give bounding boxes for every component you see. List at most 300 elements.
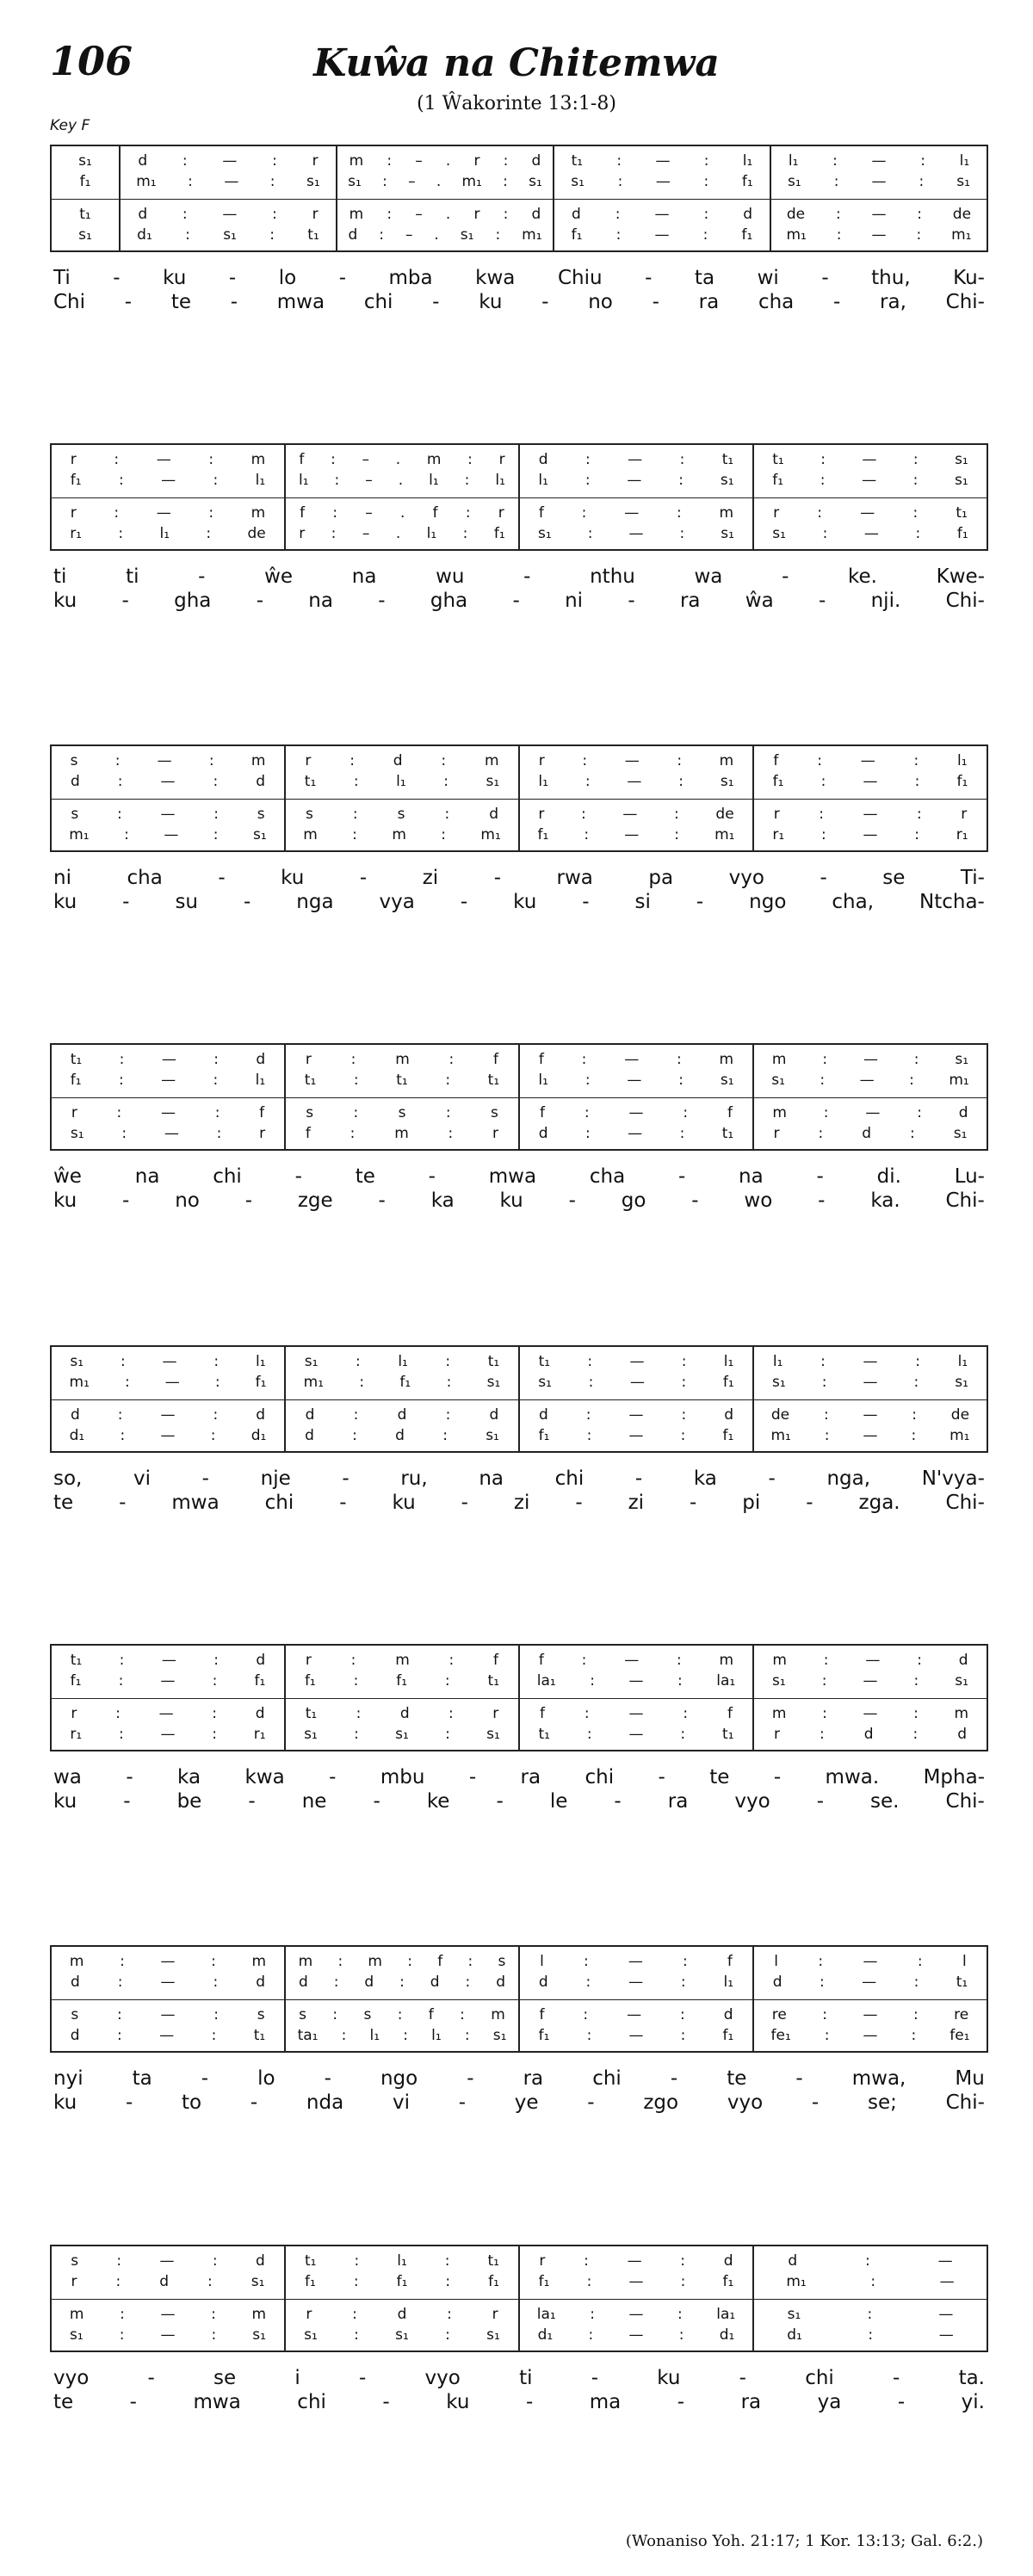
solfa-note: d [256,1051,266,1068]
beat-separator: : [120,1353,126,1370]
syllable-hyphen: - [329,1766,337,1788]
solfa-note: f₁ [538,2273,550,2290]
solfa-note: d [863,1726,874,1743]
solfa-note: – [362,525,370,542]
voice-line [52,172,119,191]
solfa-note: f₁ [70,1672,82,1690]
solfa-note: — [159,2252,175,2270]
beat-separator: : [407,1953,412,1970]
beat-separator: : [867,2306,873,2323]
voice-line [52,1103,284,1122]
beat-separator: : [822,1051,828,1068]
solfa-note: — [863,1953,878,1970]
solfa-note: t₁ [487,2252,499,2270]
beat-separator: : [272,206,277,223]
lyric-syllable: go [621,1189,646,1212]
beat-separator: : [444,2252,450,2270]
solfa-note: s₁ [955,1051,969,1068]
beat-separator: : [822,2006,828,2023]
solfa-note: r [71,1104,77,1121]
beat-separator: : [615,206,621,223]
lyric-syllable: Chi- [945,2091,985,2114]
solfa-note: de [715,806,734,823]
beat-separator: : [586,2273,592,2290]
solfa-note: d [430,1974,440,1991]
solfa-note: t₁ [305,1705,318,1722]
solfa-note: m₁ [770,1427,791,1444]
voice-line [286,1651,518,1670]
beat-separator: : [445,1353,451,1370]
solfa-note: f₁ [396,1672,408,1690]
solfa-note: f [539,2006,545,2023]
solfa-note: s₁ [486,1427,499,1444]
beat-separator: : [118,525,124,542]
solfa-note: t₁ [956,1974,968,1991]
lyric-syllable: gha [174,590,212,612]
solfa-note: — [156,504,171,522]
voice-line [52,2026,284,2045]
solfa-note: s₁ [395,1726,409,1743]
lyric-syllable: nthu [590,565,635,588]
solfa-note: m [251,451,266,468]
syllable-hyphen: - [739,2367,746,2389]
beat-separator: : [819,1726,825,1743]
beat-separator: : [445,1726,450,1743]
solfa-note: m [719,1051,734,1068]
voice-line [337,172,553,191]
voice-line [754,825,987,844]
syllable-hyphen: - [691,1189,699,1212]
lyric-syllable: ra, [880,291,906,313]
solfa-note: r [259,1125,266,1142]
solfa-note: f [538,504,544,522]
beat-separator: : [349,752,355,769]
solfa-note: m [251,504,266,522]
syllable-hyphen: - [821,267,829,289]
beat-separator: : [679,1125,685,1142]
beat-separator: : [585,472,591,489]
solfa-note: m₁ [949,1072,969,1089]
syllable-hyphen: - [342,1467,349,1490]
lyric-syllable: thu, [871,267,911,289]
lyric-syllable: ma [589,2391,622,2413]
beat-separator: : [919,173,925,190]
beat-separator: : [356,1353,361,1370]
solfa-note: s [306,806,313,823]
solfa-note: t₁ [487,1072,500,1089]
voice-line [286,1671,518,1690]
measure [52,1646,286,1750]
solfa-note: f₁ [741,226,753,244]
measure [52,445,286,549]
solfa-note: f₁ [571,226,583,244]
lyric-syllable: ra [520,1766,541,1788]
voice-line [52,225,119,244]
beat-separator: : [821,1374,827,1391]
voice-line [754,471,987,490]
voice-line [52,1426,284,1445]
solfa-note: m₁ [951,226,972,244]
measure [520,445,754,549]
measure [52,146,121,250]
voice-line [520,1704,752,1723]
solfa-note: . [445,152,451,170]
syllable-hyphen: - [122,1189,130,1212]
solfa-note: f₁ [538,1427,550,1444]
lyric-line-verse-1 [53,1467,985,1492]
measure [52,1347,286,1451]
solfa-note: r [492,1125,499,1142]
beat-separator: : [269,173,275,190]
lyric-syllable: ngo [749,891,787,913]
lyric-syllable: te [355,1165,375,1188]
voice-line [754,1725,987,1744]
beat-separator: : [214,1374,220,1391]
beat-separator: : [590,2306,595,2323]
measure [286,1347,520,1451]
solfa-note: s₁ [772,525,786,542]
syllable-hyphen: - [568,1189,576,1212]
solfa-note: r₁ [70,525,82,542]
beat-separator: : [353,1406,359,1424]
solfa-note: d [538,1125,548,1142]
solfa-note: m₁ [461,173,482,190]
beat-separator: : [676,1051,682,1068]
beat-separator: : [185,226,190,244]
solfa-note: s [398,1104,406,1121]
measure [554,146,771,250]
beat-separator: : [585,451,591,468]
voice-line [52,1124,284,1143]
solfa-note: t₁ [956,504,968,522]
beat-separator: : [116,2252,122,2270]
beat-separator: : [448,1705,454,1722]
lyric-syllable: i [294,2367,300,2389]
voice-line [52,1050,284,1069]
syllable-hyphen: - [818,1189,826,1212]
beat-separator: : [120,1953,125,1970]
beat-separator: : [354,2326,359,2344]
solfa-note: — [224,173,239,190]
beat-separator: : [331,525,337,542]
solfa-note: f [428,2006,434,2023]
syllable-hyphen: - [129,2391,137,2413]
syllable-hyphen: - [324,2067,331,2090]
solfa-note: la₁ [536,1672,556,1690]
lyric-syllable: ku [53,1189,77,1212]
solfa-note: l₁ [431,2027,442,2044]
voice-line [754,1071,987,1090]
beat-separator: : [819,806,824,823]
solfa-note: ta₁ [297,2027,319,2044]
syllable-hyphen: - [294,1165,302,1188]
lyric-syllable: ku [53,1790,77,1813]
voice-line [754,1124,987,1143]
solfa-note: d [489,806,498,823]
solfa-note: d₁ [251,1427,267,1444]
solfa-note: t₁ [538,1353,551,1370]
solfa-note: — [160,1672,176,1690]
solfa-note: l₁ [742,152,753,170]
beat-separator: : [443,773,448,790]
voice-line [286,1405,518,1424]
beat-separator: : [353,1104,359,1121]
beat-separator: : [213,1051,219,1068]
voice-line [286,2305,518,2324]
lyric-syllable: di. [876,1165,901,1188]
lyric-syllable: ke [426,1790,450,1813]
solfa-note: l₁ [398,1353,408,1370]
solfa-note: f [300,504,306,522]
solfa-note: — [164,1125,179,1142]
beat-separator: : [914,773,920,790]
beat-separator: : [208,451,214,468]
solfa-note: s [363,2006,372,2023]
solfa-note: — [158,1705,174,1722]
lyric-line-verse-1 [53,565,985,590]
solfa-note: — [628,1672,644,1690]
beat-separator: : [444,1672,450,1690]
beat-separator: : [917,1652,922,1669]
beat-separator: : [212,1672,218,1690]
lyric-syllable: wu [436,565,465,588]
voice-line [554,205,770,224]
voice-line [771,205,987,224]
syllable-hyphen: - [359,867,368,889]
beat-separator: : [182,152,188,170]
solfa-note: — [160,2006,176,2023]
lyric-syllable: Chi- [945,1189,985,1212]
solfa-note: l₁ [538,1072,548,1089]
syllable-hyphen: - [806,1492,813,1514]
beat-separator: : [678,1072,684,1089]
solfa-note: — [654,206,670,223]
voice-line [754,1373,987,1392]
voice-line [520,751,752,770]
syllable-hyphen: - [816,1165,824,1188]
lyric-syllable: se [882,867,906,889]
solfa-note: — [627,2252,642,2270]
voice-line [754,1352,987,1371]
solfa-note: s₁ [70,1125,84,1142]
measure [754,1347,987,1451]
solfa-note: f₁ [399,1374,411,1391]
voice-line [520,450,752,469]
solfa-note: s [257,2006,265,2023]
solfa-note: l₁ [723,1353,734,1370]
lyric-line-verse-2 [53,590,985,614]
solfa-note: d [397,2306,407,2323]
measure [286,1045,520,1149]
solfa-note: r [498,451,505,468]
voice-line [520,1373,752,1392]
solfa-note: f₁ [70,1072,82,1089]
solfa-note: m [772,1104,787,1121]
syllable-hyphen: - [198,565,206,588]
lyric-syllable: gha [430,590,468,612]
solfa-note: t₁ [538,1726,550,1743]
voice-line [286,2326,518,2344]
solfa-note: m₁ [136,173,157,190]
solfa-note: — [628,451,643,468]
lyric-syllable: na [351,565,377,588]
solfa-note: s₁ [304,1353,319,1370]
beat-separator: : [118,1726,124,1743]
solfa-note: f [299,451,305,468]
solfa-note: — [624,1051,640,1068]
voice-line [754,1050,987,1069]
measure [286,1947,520,2051]
lyric-line-verse-2 [53,2091,985,2116]
beat-separator: : [114,504,120,522]
voice-line [286,1426,518,1445]
measure [771,146,987,250]
solfa-note: f₁ [70,472,82,489]
solfa-note: — [628,1705,644,1722]
lyric-syllable: Chi- [945,1492,985,1514]
measure [286,2246,520,2351]
solfa-note: d [538,1406,548,1424]
solfa-note: – [405,226,413,244]
beat-separator: : [182,206,188,223]
solfa-note: l₁ [957,1353,968,1370]
lyric-syllable: chi [363,291,393,313]
solfa-note: f₁ [255,1374,267,1391]
syllable-hyphen: - [893,2367,900,2389]
syllable-hyphen: - [113,267,121,289]
beat-separator: : [356,1705,362,1722]
beat-separator: : [679,525,685,542]
lyric-syllable: mbu [380,1766,425,1788]
beat-separator: : [917,206,922,223]
lyric-syllable: nji. [870,590,901,612]
beat-separator: : [441,752,447,769]
beat-separator: : [585,1125,591,1142]
beat-separator: : [460,2006,465,2023]
beat-separator: : [912,504,919,522]
solfa-note: s₁ [788,173,801,190]
beat-separator: : [272,152,277,170]
solfa-note: la₁ [536,2306,556,2323]
solfa-note: d [958,1104,968,1121]
solfa-note: — [627,773,642,790]
solfa-note: s₁ [395,2326,409,2344]
solfa-note: — [628,1406,644,1424]
beat-separator: : [910,1125,915,1142]
voice-line [52,772,284,791]
solfa-note: m [349,152,364,170]
lyric-syllable: si [634,891,651,913]
syllable-hyphen: - [467,2067,474,2090]
beat-separator: : [462,525,468,542]
voice-line [52,825,284,844]
beat-separator: : [216,1125,222,1142]
solfa-note: l₁ [538,472,548,489]
beat-separator: : [913,1705,919,1722]
solfa-note: t₁ [571,152,584,170]
beat-separator: : [912,1406,917,1424]
voice-line [754,1103,987,1122]
solfa-note: r [71,2273,77,2290]
solfa-note: f₁ [79,173,91,190]
solfa-note: f₁ [772,472,784,489]
solfa-note: d [138,206,148,223]
syllable-hyphen: - [428,1165,436,1188]
voice-line [286,450,518,469]
voice-line [520,1103,752,1122]
beat-separator: : [337,1953,343,1970]
solfa-note: s₁ [955,1374,968,1391]
beat-separator: : [188,173,193,190]
lyric-syllable: wi [757,267,779,289]
solfa-note: m [719,504,734,522]
beat-separator: : [465,504,471,522]
solfa-note: — [164,1374,180,1391]
solfa-note: — [160,2306,176,2323]
lyric-syllable: ne [301,1790,327,1813]
solfa-note: s [306,1104,314,1121]
solfa-note: — [863,1427,878,1444]
beat-separator: : [211,2027,217,2044]
solfa-note: — [222,206,238,223]
lyric-syllable: na [134,1165,160,1188]
lyric-syllable: Ti [53,267,71,289]
beat-separator: : [676,504,682,522]
voice-line [286,825,518,844]
beat-separator: : [211,1953,216,1970]
beat-separator: : [213,1974,219,1991]
lyric-syllable: ku [53,2091,77,2114]
voice-line [520,2272,752,2291]
solfa-note: l₁ [396,773,406,790]
beat-separator: : [399,1974,405,1991]
beat-separator: : [683,1953,688,1970]
beat-separator: : [212,2252,218,2270]
lyric-line-verse-1 [53,1766,985,1790]
beat-separator: : [353,773,359,790]
beat-separator: : [585,1974,591,1991]
solfa-note: l₁ [495,472,505,489]
solfa-note: — [863,1051,878,1068]
measure [754,746,987,850]
solfa-note: — [937,2252,953,2270]
hymn-title: Kuŵa na Chitemwa [313,41,720,85]
voice-line [286,772,518,791]
hymn-header [0,0,1033,134]
solfa-note: d [788,2252,798,2270]
beat-separator: : [115,1705,121,1722]
solfa-note: l₁ [772,1353,783,1370]
solfa-note: de [770,1406,790,1424]
beat-separator: : [865,2252,870,2270]
voice-line [286,1050,518,1069]
solfa-note: — [865,1104,881,1121]
voice-line [286,1103,518,1122]
lyric-syllable: kwa [244,1766,285,1788]
lyric-syllable: ŵa [745,590,774,612]
solfa-note: d [958,1652,968,1669]
solfa-note: d [364,1974,374,1991]
voice-line [520,772,752,791]
beat-separator: : [585,773,591,790]
solfa-note: f [539,1104,545,1121]
lyric-syllable: ti [519,2367,533,2389]
staff-system [50,1644,988,1751]
lyric-syllable: pa [648,867,674,889]
lyric-syllable: chi [264,1492,294,1514]
syllable-hyphen: - [230,291,238,313]
beat-separator: : [817,504,823,522]
